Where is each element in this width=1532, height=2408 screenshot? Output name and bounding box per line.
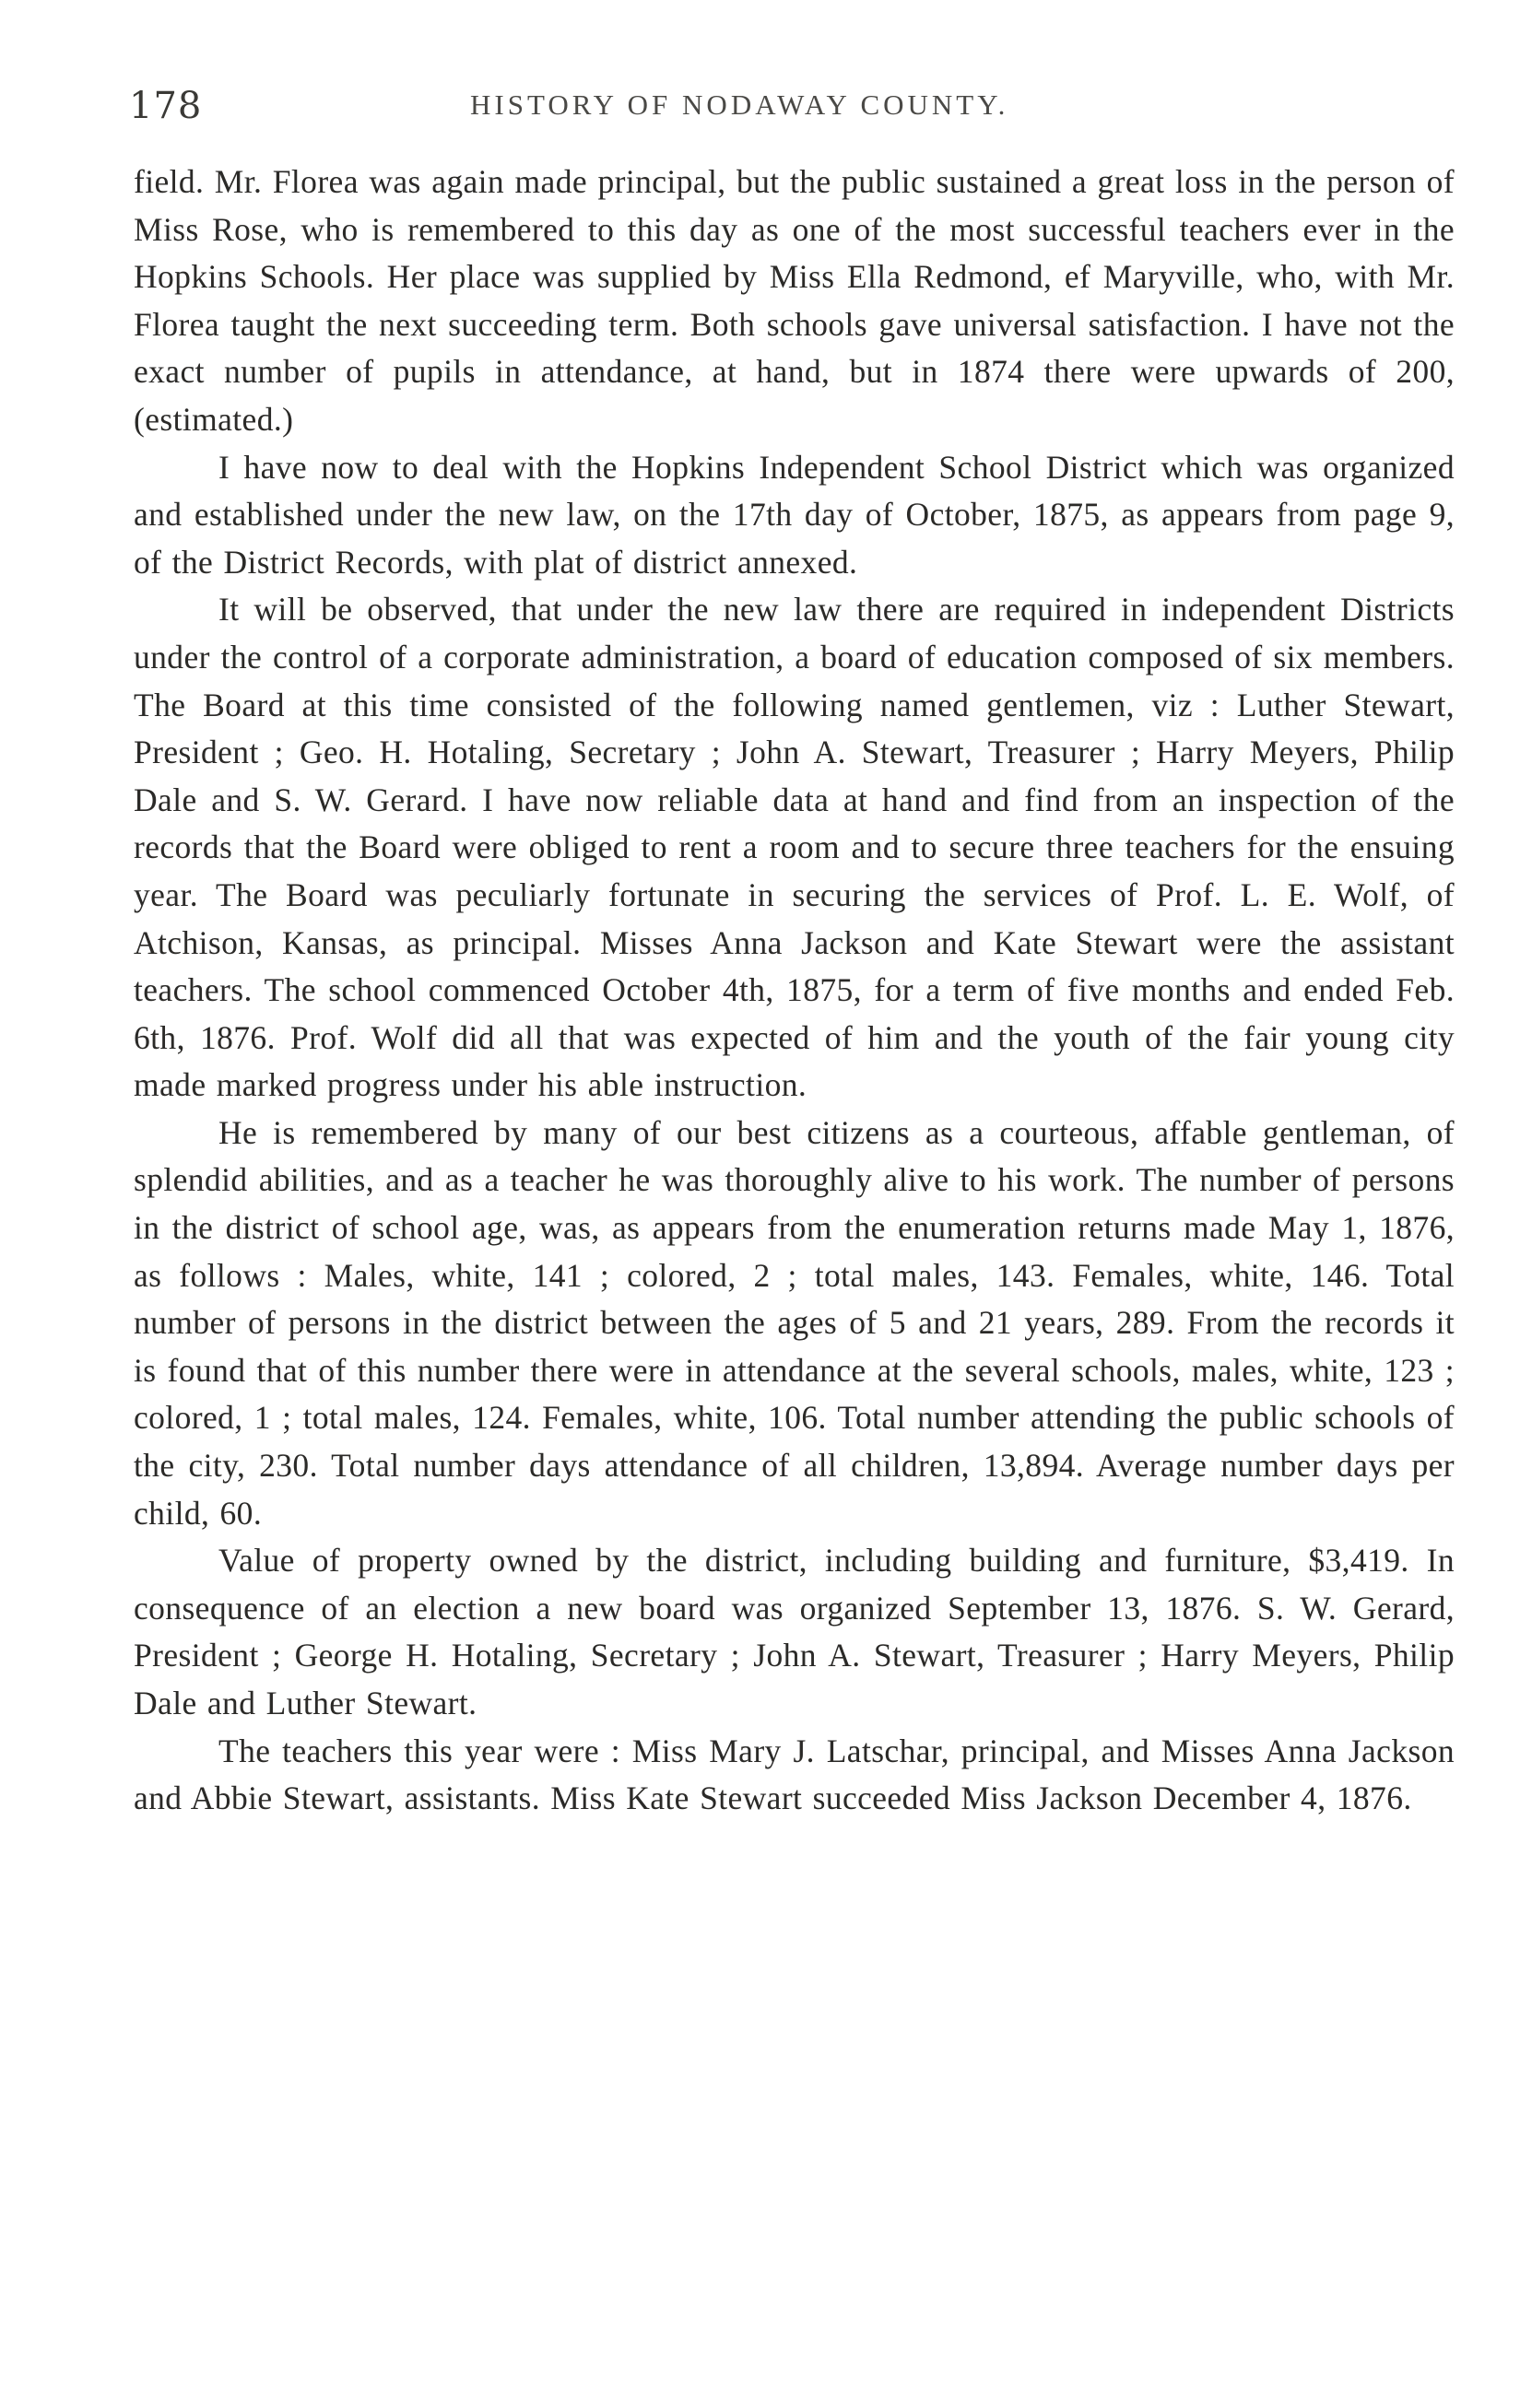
running-title: HISTORY OF NODAWAY COUNTY. [470, 88, 1009, 121]
paragraph-6: The teachers this year were : Miss Mary J. Latschar, principal, and Misses Anna Jackson and Abbie Stewart, assistants. Miss Kate Stewart succeeded Miss Jackson December 4, 1876. [134, 1732, 1455, 1817]
paragraph-4: He is remembered by many of our best citizens as a courteous, affable gentleman, of splendid abilities, and as a teacher he was thoroughly alive to his work. The number of persons in the district of school age, was, as appears from the enumeration returns made May 1, 1876, as follows : Males, white, 141 ; colored, 2 ; total males, 143. Females, white, 146. Total number of persons in the district between the ages of 5 and 21 years, 289. From the records it is found that of this number there were in attendance at the several schools, males, white, 123 ; colored, 1 ; total males, 124. Females, white, 106. Total number attending the public schools of the city, 230. Total number days attendance of all children, 13,894. Average number days per child, 60. [134, 1113, 1455, 1532]
body-text [134, 159, 1455, 1823]
paragraph-5: Value of property owned by the district, including building and furniture, $3,419. In consequence of an election a new board was organized September 13, 1876. S. W. Gerard, President ; George H. Hotaling, Secretary ; John A. Stewart, Treasurer ; Harry Meyers, Philip Dale and Luther Stewart. [134, 1542, 1455, 1721]
page-header [129, 85, 1456, 131]
page-number: 178 [129, 85, 203, 127]
paragraph-3: It will be observed, that under the new law there are required in independent Districts under the control of a corporate administration, a board of education composed of six members. The Board at this time consisted of the following named gentlemen, viz : Luther Stewart, President ; Geo. H. Hotaling, Secretary ; John A. Stewart, Treasurer ; Harry Meyers, Philip Dale and S. W. Gerard. I have now reliable data at hand and find from an inspection of the records that the Board were obliged to rent a room and to secure three teachers for the ensuing year. The Board was peculiarly fortunate in securing the services of Prof. L. E. Wolf, of Atchison, Kansas, as principal. Misses Anna Jackson and Kate Stewart were the assistant teachers. The school commenced October 4th, 1875, for a term of five months and ended Feb. 6th, 1876. Prof. Wolf did all that was expected of him and the youth of the fair young city made marked progress under his able instruction. [134, 591, 1455, 1104]
paragraph-1: field. Mr. Florea was again made principal, but the public sustained a great loss in the person of Miss Rose, who is remembered to this day as one of the most successful teachers ever in the Hopkins Schools. Her place was supplied by Miss Ella Redmond, ef Maryville, who, with Mr. Florea taught the next succeeding term. Both schools gave universal satisfaction. I have not the exact number of pupils in attendance, at hand, but in 1874 there were upwards of 200, (estimated.) [134, 163, 1455, 438]
paragraph-2: I have now to deal with the Hopkins Independent School District which was organized and established under the new law, on the 17th day of October, 1875, as appears from page 9, of the District Records, with plat of district annexed. [134, 448, 1455, 581]
